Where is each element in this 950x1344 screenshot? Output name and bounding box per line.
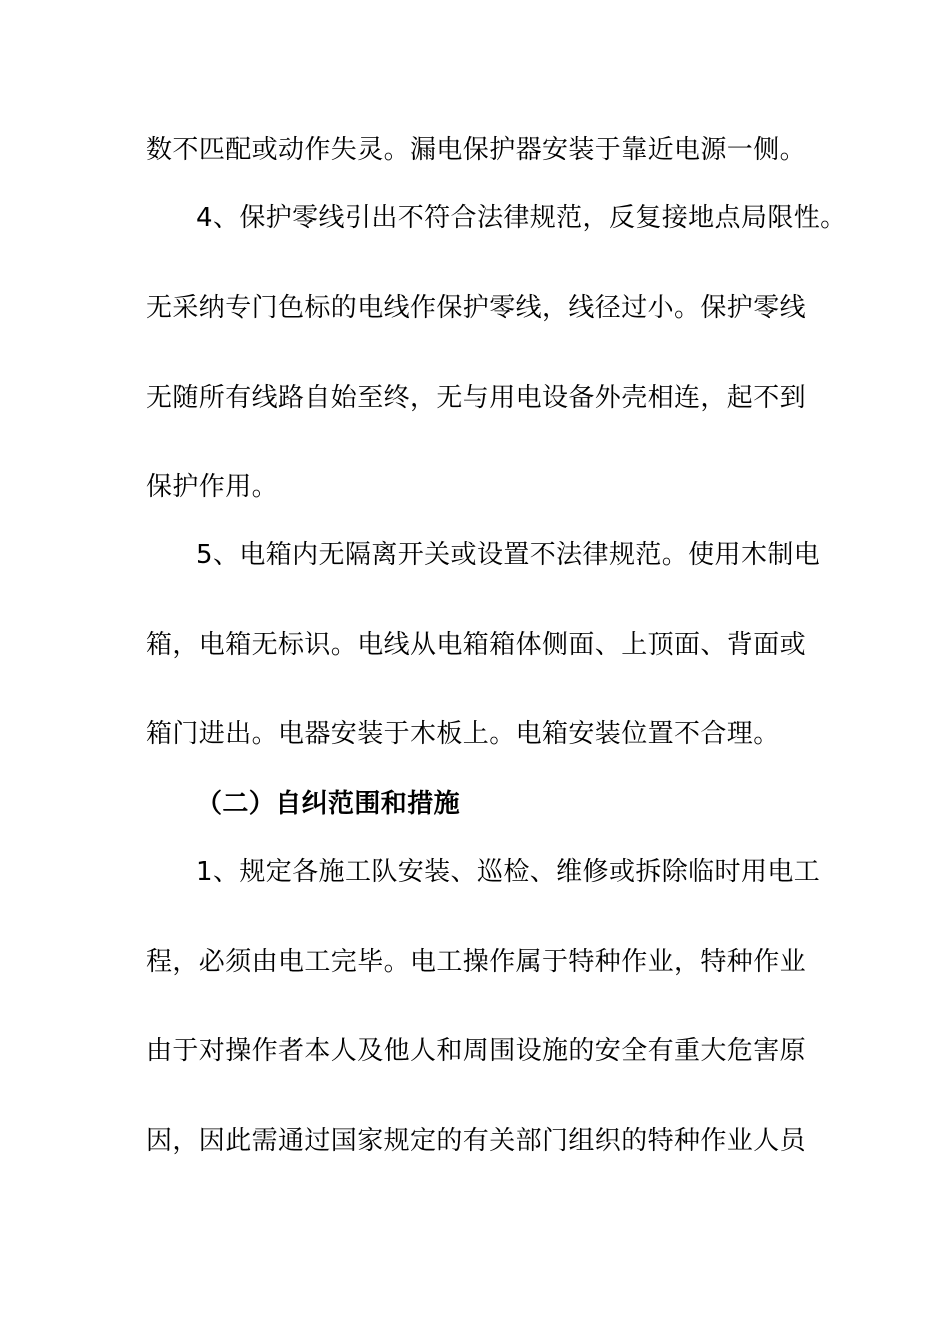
text-line-12: 由于对操作者本人及他人和周围设施的安全有重大危害原 — [146, 1036, 807, 1066]
text-line-2: 4、保护零线引出不符合法律规范，反复接地点局限性。 — [196, 203, 847, 233]
section-heading: （二）自纠范围和措施 — [196, 789, 461, 819]
text-line-13: 因，因此需通过国家规定的有关部门组织的特种作业人员 — [146, 1126, 807, 1156]
text-line-4: 无随所有线路自始至终，无与用电设备外壳相连，起不到 — [146, 383, 807, 413]
text-line-7: 箱，电箱无标识。电线从电箱箱体侧面、上顶面、背面或 — [146, 630, 807, 660]
text-line-10: 1、规定各施工队安装、巡检、维修或拆除临时用电工 — [196, 857, 821, 887]
text-line-8: 箱门进出。电器安装于木板上。电箱安装位置不合理。 — [146, 719, 780, 749]
text-line-1: 数不匹配或动作失灵。漏电保护器安装于靠近电源一侧。 — [146, 135, 807, 165]
text-line-5: 保护作用。 — [146, 472, 279, 502]
text-line-3: 无采纳专门色标的电线作保护零线，线径过小。保护零线 — [146, 293, 807, 323]
text-line-6: 5、电箱内无隔离开关或设置不法律规范。使用木制电 — [196, 540, 821, 570]
text-line-11: 程，必须由电工完毕。电工操作属于特种作业，特种作业 — [146, 947, 807, 977]
